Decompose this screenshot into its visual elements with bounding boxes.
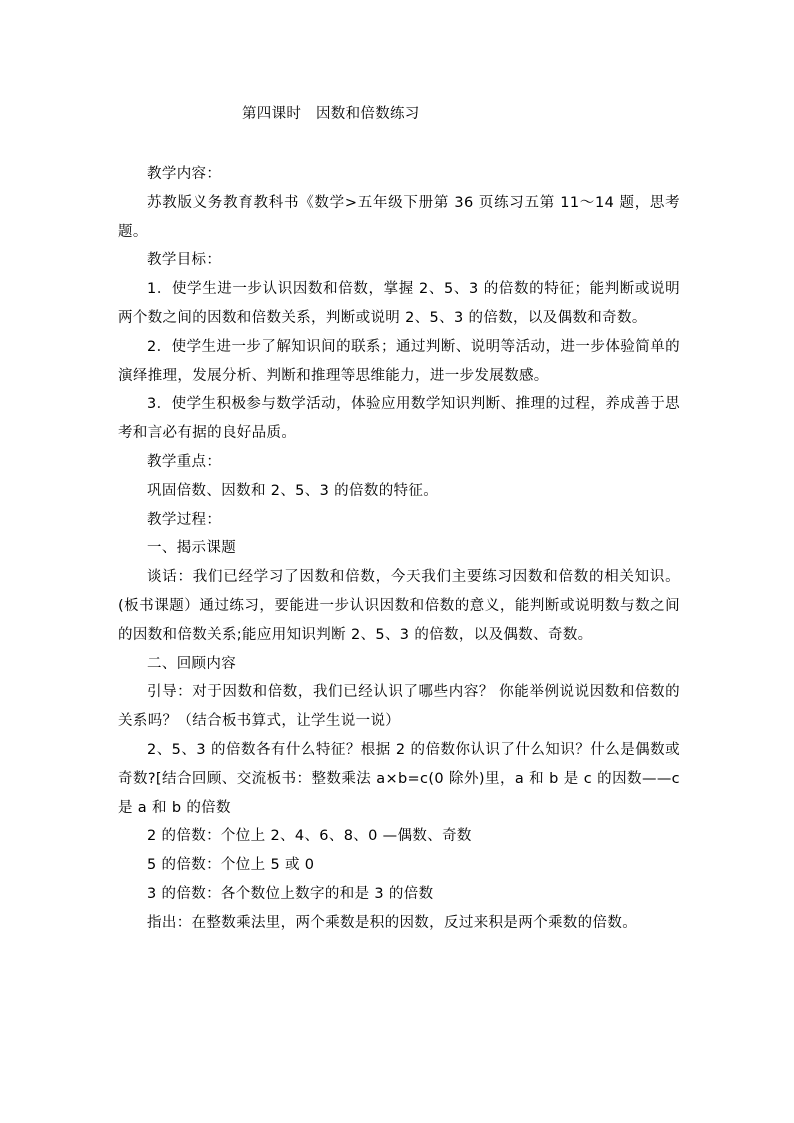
paragraph-textbook-reference: 苏教版义务教育教科书《数学>五年级下册第 36 页练习五第 11～14 题，思考题。 — [118, 194, 680, 240]
paragraph-goal-3: 3．使学生积极参与数学活动，体验应用数学知识判断、推理的过程，养成善于思考和言必有据的良好品质。 — [118, 396, 680, 442]
heading-teaching-focus: 教学重点： — [147, 453, 222, 470]
paragraph-goal-1: 1．使学生进一步认识因数和倍数，掌握 2、5、3 的倍数的特征；能判断或说明两个数之间的因数和倍数关系，判断或说明 2、5、3 的倍数，以及偶数和奇数。 — [118, 281, 680, 326]
heading-section-2: 二、回顾内容 — [147, 655, 237, 672]
paragraph-teaching-focus: 巩固倍数、因数和 2、5、3 的倍数的特征。 — [147, 482, 439, 499]
paragraph-multiples-features: 2、5、3 的倍数各有什么特征？根据 2 的倍数你认识了什么知识？什么是偶数或奇数?[结合回顾、交流板书：整数乘法 a×b=c(0 除外)里，a 和 b 是 c 的因数——c 是 a 和 b 的倍数 — [118, 741, 680, 816]
document-body — [118, 160, 680, 938]
page-title: 第四课时 因数和倍数练习 — [242, 106, 420, 122]
paragraph-goal-2: 2．使学生进一步了解知识间的联系；通过判断、说明等活动，进一步体验简单的演绎推理，发展分析、判断和推理等思维能力，进一步发展数感。 — [118, 338, 680, 384]
paragraph-guidance: 引导：对于因数和倍数，我们已经认识了哪些内容？ 你能举例说说因数和倍数的关系吗？（结合板书算式，让学生说一说） — [118, 684, 680, 730]
heading-teaching-process: 教学过程： — [147, 511, 222, 528]
paragraph-introduction-talk: 谈话：我们已经学习了因数和倍数，今天我们主要练习因数和倍数的相关知识。(板书课题）通过练习，要能进一步认识因数和倍数的意义，能判断或说明数与数之间的因数和倍数关系;能应用知识判断 2、5、3 的倍数，以及偶数、奇数。 — [118, 569, 680, 643]
heading-teaching-content: 教学内容： — [147, 166, 222, 182]
paragraph-multiples-of-5: 5 的倍数：个位上 5 或 0 — [147, 857, 315, 874]
paragraph-multiples-of-2: 2 的倍数：个位上 2、4、6、8、0 —偶数、奇数 — [147, 828, 472, 845]
heading-section-1: 一、揭示课题 — [147, 540, 237, 557]
paragraph-summary: 指出：在整数乘法里，两个乘数是积的因数，反过来积是两个乘数的倍数。 — [147, 914, 638, 931]
heading-teaching-goals: 教学目标： — [147, 252, 222, 269]
paragraph-multiples-of-3: 3 的倍数：各个数位上数字的和是 3 的倍数 — [147, 885, 434, 902]
